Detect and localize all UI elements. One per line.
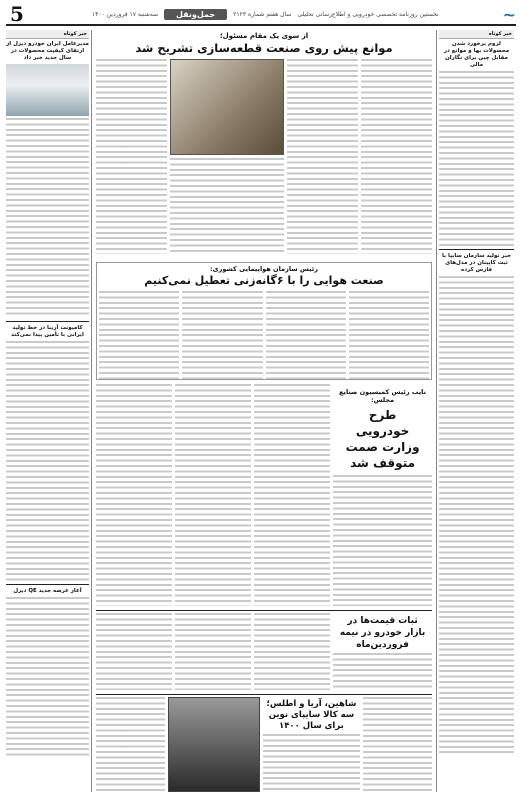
prices-body-col-4: [96, 613, 172, 690]
page-number: 5: [10, 2, 24, 26]
policy-body-col-2: [254, 384, 330, 606]
aviation-headline: صنعت هوایی را با ۶گانه‌زنی تعطیل نمی‌کنیم: [144, 274, 384, 287]
issue-line: سال هفتم شماره ۲۱۲۳: [233, 10, 292, 18]
left-bottom-headline: آغاز عرضه جدید QE دیزل: [13, 588, 82, 594]
cars-body-col-2: [263, 734, 360, 792]
main-kicker: از سوی یک مقام مسئول؛: [219, 32, 309, 40]
aviation-body-col-4: [99, 291, 179, 379]
official-portrait-photo: [170, 59, 284, 155]
left-bottom-body: [6, 597, 89, 757]
left-mid-headline: کامیونت آرینا در خط تولید ایرانی با تأمین پیدا نمی‌کند: [11, 325, 84, 338]
right-top-body: [439, 71, 514, 246]
left-top-label: خبر کوتاه: [6, 30, 89, 39]
main-article: [96, 30, 432, 260]
left-mid-body: [6, 341, 89, 581]
prices-article: [96, 610, 432, 690]
policy-body-col-3: [175, 384, 251, 606]
aviation-body-col-3: [182, 291, 262, 379]
right-mid-body: [439, 276, 514, 756]
aviation-kicker: رئیس سازمان هواپیمایی کشوری:: [210, 265, 318, 273]
aviation-body-col-1: [349, 291, 429, 379]
main-body-col-1: [361, 59, 432, 254]
policy-headline: طرح خودرویی وزارت صمت متوقف شد: [345, 408, 420, 470]
aviation-article: [96, 262, 432, 380]
paper-description: نخستین روزنامه تخصصی خودرویی و اطلاع‌رسانی تحلیلی: [297, 10, 439, 18]
policy-article: [96, 384, 432, 606]
policy-kicker: نایب رئیس کمیسیون صنایع مجلس:: [339, 388, 427, 404]
right-top-headline: لزوم برخورد شدن محصولات بها و موانع در مقابل چین برای نگاران مالی: [443, 41, 510, 68]
left-column: [6, 30, 92, 792]
prices-body-col-1: [333, 653, 432, 690]
car-photo: [168, 697, 260, 792]
section-label: حمل‌ونقل: [164, 9, 227, 20]
date-line: سه‌شنبه ۱۷ فروردین ۱۴۰۰: [91, 10, 158, 18]
newspaper-logo: ~: [502, 4, 516, 24]
policy-body-col-1: [333, 475, 432, 606]
masthead-middle: [92, 9, 439, 20]
cars-headline: شاهین، آریا و اطلس؛ سه کالا سایپای نوین برای سال ۱۴۰۰: [266, 699, 357, 731]
main-body-col-3: [170, 158, 284, 254]
left-top-headline: مدیرعامل ایران خودرو دیزل از ارتقای کیفیت محصولات در سال جدید خبر داد: [6, 41, 89, 61]
main-headline: موانع پیش روی صنعت قطعه‌سازی تشریح شد: [135, 41, 393, 55]
cars-body-col-1: [363, 697, 432, 792]
policy-body-col-4: [96, 384, 172, 606]
prices-body-col-2: [254, 613, 330, 690]
prices-headline: ثبات قیمت‌ها در بازار خودرو در نیمه فروردین‌ماه: [339, 616, 426, 650]
aviation-body-col-2: [266, 291, 346, 379]
masthead: [6, 4, 516, 26]
main-body-col-4: [96, 59, 167, 254]
right-top-label: خبر کوتاه: [439, 30, 514, 39]
prices-body-col-3: [175, 613, 251, 690]
left-top-body: [6, 118, 89, 318]
cars-body-col-3: [96, 697, 165, 792]
cars-article: [96, 694, 432, 792]
truck-photo: [6, 64, 89, 116]
right-mid-headline: خبر تولید سازمان سایپا با ثبت کاپیتان در مدل‌های فارس کرده: [441, 253, 512, 273]
main-body-col-2: [287, 59, 358, 254]
right-column: [436, 30, 516, 792]
